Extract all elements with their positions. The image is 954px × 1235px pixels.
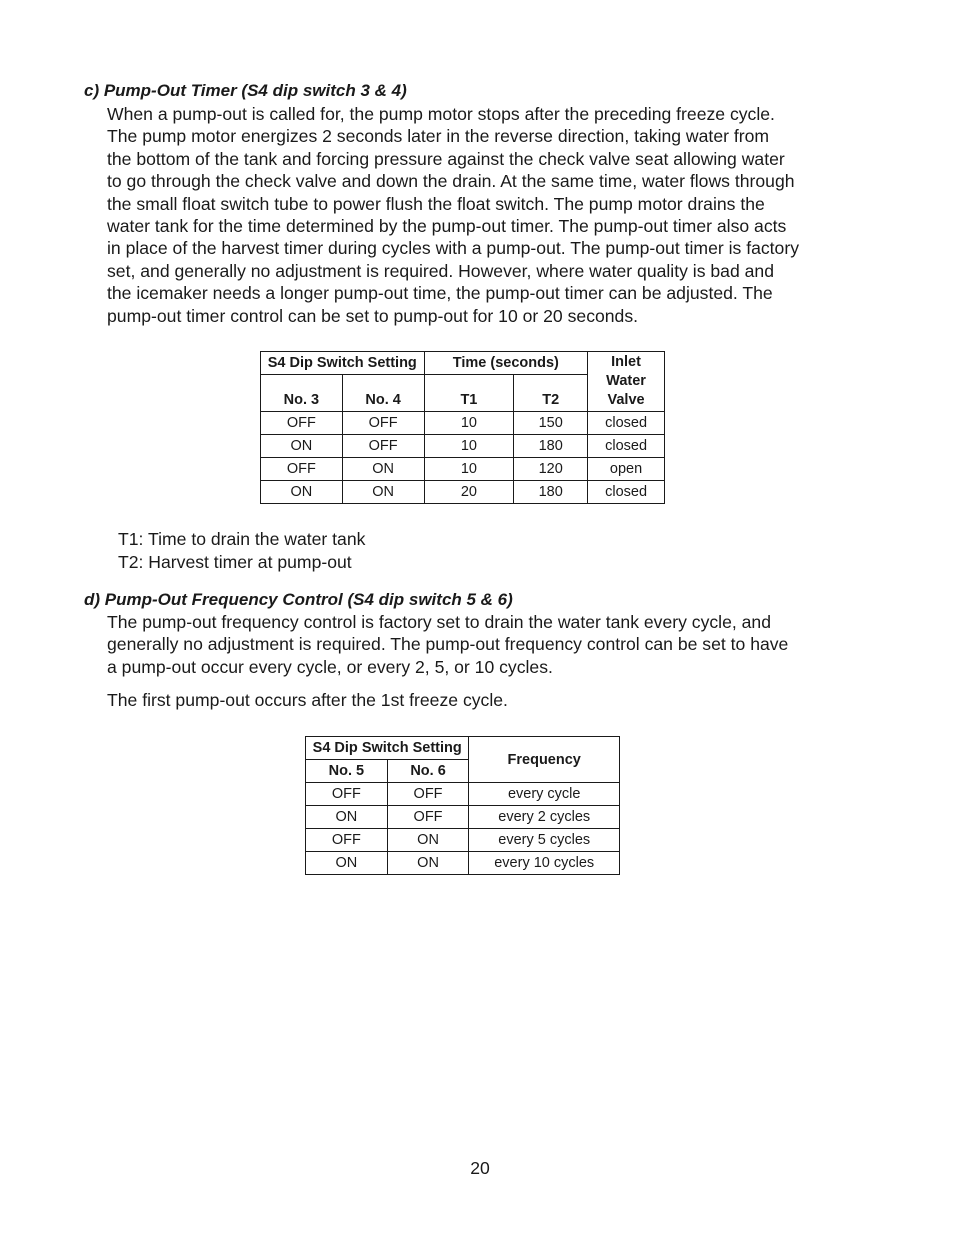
paragraph-line: When a pump-out is called for, the pump motor stops after the preceding freeze cycle. <box>107 104 775 124</box>
paragraph-line: the icemaker needs a longer pump-out time, the pump-out timer can be adjusted. The <box>107 283 773 304</box>
table-cell: ON <box>387 829 469 852</box>
table-row <box>261 481 665 504</box>
table-cell: 150 <box>514 412 588 435</box>
table-cell: closed <box>588 481 665 504</box>
table-row <box>261 412 665 435</box>
section-d-second-paragraph <box>107 689 867 711</box>
header-s4-dip-switch-setting: S4 Dip Switch Setting <box>261 352 425 375</box>
table-cell: closed <box>588 412 665 435</box>
table-cell: OFF <box>342 412 424 435</box>
table-row <box>306 852 620 875</box>
timer-notes <box>118 528 365 574</box>
header-inlet-line: Water <box>606 373 646 389</box>
table-cell: 10 <box>424 435 514 458</box>
header-inlet-line: Valve <box>607 392 645 408</box>
paragraph-line: to go through the check valve and down the drain. At the same time, water flows through <box>107 171 795 192</box>
table-row <box>261 435 665 458</box>
table-cell: ON <box>306 852 388 875</box>
section-c-heading: c) Pump-Out Timer (S4 dip switch 3 & 4) <box>84 81 407 100</box>
pump-out-timer-table <box>260 351 665 504</box>
table-cell: 180 <box>514 435 588 458</box>
table-cell: 10 <box>424 458 514 481</box>
section-d-paragraph <box>107 611 867 678</box>
table-cell: ON <box>261 435 343 458</box>
table-cell: OFF <box>261 458 343 481</box>
table-cell: closed <box>588 435 665 458</box>
table-cell: ON <box>261 481 343 504</box>
table-cell: ON <box>342 481 424 504</box>
header-inlet-line: Inlet <box>611 354 641 370</box>
table-cell: every 2 cycles <box>469 806 620 829</box>
paragraph-line: The pump-out frequency control is factory set to drain the water tank every cycle, and <box>107 612 772 632</box>
header-t2: T2 <box>514 375 588 412</box>
header-time-seconds: Time (seconds) <box>424 352 588 375</box>
header-s4-dip-switch-setting: S4 Dip Switch Setting <box>306 737 469 760</box>
table-cell: open <box>588 458 665 481</box>
table-cell: OFF <box>306 829 388 852</box>
table-cell: every 10 cycles <box>469 852 620 875</box>
header-no6: No. 6 <box>387 760 469 783</box>
table-cell: every 5 cycles <box>469 829 620 852</box>
header-t1: T1 <box>424 375 514 412</box>
paragraph-line: generally no adjustment is required. The pump-out frequency control can be set to have <box>107 634 789 655</box>
paragraph-line: water tank for the time determined by the pump-out timer. The pump-out timer also acts <box>107 216 787 237</box>
table-cell: every cycle <box>469 783 620 806</box>
table-row <box>306 783 620 806</box>
header-frequency: Frequency <box>469 737 620 783</box>
table-cell: OFF <box>342 435 424 458</box>
note-t2: T2: Harvest timer at pump-out <box>118 552 352 572</box>
paragraph-line: in place of the harvest timer during cycles with a pump-out. The pump-out timer is factory <box>107 238 799 259</box>
note-t1: T1: Time to drain the water tank <box>118 529 366 549</box>
table-cell: OFF <box>306 783 388 806</box>
table-cell: ON <box>306 806 388 829</box>
paragraph-line: a pump-out occur every cycle, or every 2, 5, or 10 cycles. <box>107 656 553 677</box>
paragraph-line: set, and generally no adjustment is required. However, where water quality is bad and <box>107 260 774 281</box>
header-inlet-water-valve <box>588 352 665 412</box>
section-c-paragraph <box>107 103 867 327</box>
header-no3: No. 3 <box>261 375 343 412</box>
table-cell: OFF <box>261 412 343 435</box>
table-cell: 180 <box>514 481 588 504</box>
header-no5: No. 5 <box>306 760 388 783</box>
table-cell: OFF <box>387 806 469 829</box>
table-cell: 10 <box>424 412 514 435</box>
table-row <box>261 458 665 481</box>
table-cell: OFF <box>387 783 469 806</box>
paragraph-line: The first pump-out occurs after the 1st freeze cycle. <box>107 690 508 710</box>
table-row <box>306 829 620 852</box>
table-cell: ON <box>342 458 424 481</box>
paragraph-line: the small float switch tube to power flush the float switch. The pump motor drains the <box>107 193 765 214</box>
pump-out-frequency-table <box>305 736 620 875</box>
section-d-heading: d) Pump-Out Frequency Control (S4 dip switch 5 & 6) <box>84 590 513 609</box>
paragraph-line: pump-out timer control can be set to pump-out for 10 or 20 seconds. <box>107 305 639 326</box>
header-no4: No. 4 <box>342 375 424 412</box>
table-cell: 20 <box>424 481 514 504</box>
table-cell: ON <box>387 852 469 875</box>
table-cell: 120 <box>514 458 588 481</box>
page-number: 20 <box>470 1158 490 1178</box>
paragraph-line: the bottom of the tank and forcing pressure against the check valve seat allowing water <box>107 148 785 169</box>
table-row <box>306 806 620 829</box>
paragraph-line: The pump motor energizes 2 seconds later in the reverse direction, taking water from <box>107 126 770 147</box>
